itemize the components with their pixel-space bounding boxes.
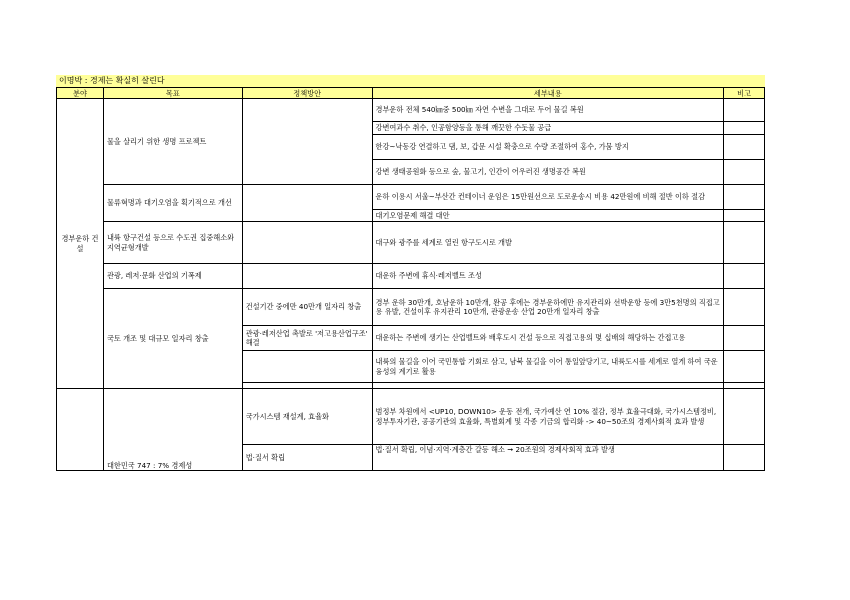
goal-cell: 국토 개조 및 대규모 일자리 창출 bbox=[103, 289, 242, 389]
plan-cell: 법·질서 확립 bbox=[242, 445, 372, 471]
table-row bbox=[57, 389, 765, 445]
table-row bbox=[57, 185, 765, 210]
note-cell bbox=[724, 222, 765, 264]
plan-cell bbox=[242, 99, 372, 185]
detail-cell: 대운하는 주변에 생기는 산업벨트와 배후도시 건설 등으로 직접고용의 몇 십배의 해당하는 간접고용 bbox=[372, 326, 723, 351]
detail-cell: 한강~낙동강 연결하고 댐, 보, 갑문 시설 확충으로 수량 조절하여 홍수, 가뭄 방지 bbox=[372, 135, 723, 160]
plan-cell bbox=[242, 351, 372, 383]
header-row bbox=[57, 88, 765, 99]
goal-cell: 물을 살리기 위한 생명 프로젝트 bbox=[103, 99, 242, 185]
plan-cell: 건설기간 중에만 40만개 일자리 창출 bbox=[242, 289, 372, 326]
plan-cell bbox=[242, 264, 372, 289]
header-note: 비고 bbox=[724, 88, 765, 99]
detail-cell: 대기오염문제 해결 대안 bbox=[372, 210, 723, 222]
note-cell bbox=[724, 445, 765, 471]
plan-cell bbox=[242, 185, 372, 222]
sheet-title: 이명박 : 경제는 확실히 살린다 bbox=[56, 75, 765, 87]
goal-cell: 관광, 레저·문화 산업의 기폭제 bbox=[103, 264, 242, 289]
note-cell bbox=[724, 210, 765, 222]
note-cell bbox=[724, 135, 765, 160]
detail-cell: 범정부 차원에서 <UP10, DOWN10> 운동 전개, 국가예산 연 10% 절감, 정부 효율극대화, 국가시스템정비, 정부투자기관, 공공기관의 효율화, 특별회계 및 각종 기금의 합리화 -> 40~50조의 경제사회적 효과 발생 bbox=[372, 389, 723, 445]
spreadsheet bbox=[56, 75, 765, 500]
goal-cell: 대한민국 747 : 7% 경제성 bbox=[103, 389, 242, 471]
detail-cell: 법·질서 확립, 이념·지역·계층간 갈등 해소 ➞ 20조원의 경제사회적 효과 발생 bbox=[372, 445, 723, 471]
note-cell bbox=[724, 160, 765, 185]
goal-cell: 물류혁명과 대기오염을 획기적으로 개선 bbox=[103, 185, 242, 222]
goal-cell: 내륙 항구건설 등으로 수도권 집중해소와 지역균형개발 bbox=[103, 222, 242, 264]
note-cell bbox=[724, 122, 765, 135]
note-cell bbox=[724, 351, 765, 383]
header-plan: 정책방안 bbox=[242, 88, 372, 99]
detail-cell: 운하 이용시 서울~부산간 컨테이너 운임은 15만원선으로 도로운송시 비용 42만원에 비해 절반 이하 절감 bbox=[372, 185, 723, 210]
header-goal: 목표 bbox=[103, 88, 242, 99]
note-cell bbox=[724, 99, 765, 122]
table-row bbox=[57, 289, 765, 326]
detail-cell: 내륙의 물길을 이어 국민통합 기회로 삼고, 남북 물길을 이어 통일앞당기고, 내륙도시를 세계로 열게 하여 국운융성의 계기로 활용 bbox=[372, 351, 723, 383]
table-row bbox=[57, 222, 765, 264]
note-cell bbox=[724, 389, 765, 445]
area-cell bbox=[57, 389, 104, 471]
table-row bbox=[57, 99, 765, 122]
note-cell bbox=[724, 264, 765, 289]
table-row bbox=[57, 264, 765, 289]
note-cell bbox=[724, 185, 765, 210]
detail-cell: 대구와 광주를 세계로 열린 항구도시로 개발 bbox=[372, 222, 723, 264]
plan-cell: 국가시스템 재설계, 효율화 bbox=[242, 389, 372, 445]
detail-cell: 경부 운하 30만개, 호남운하 10만개, 완공 후에는 경부운하에만 유지관리와 선박운항 등에 3만5천명의 직접고용 유발, 건설이후 유지관리 10만개, 관광운송 산업 20만개 일자리 창출 bbox=[372, 289, 723, 326]
policy-table bbox=[56, 87, 765, 471]
detail-cell: 경부운하 전체 540㎞중 500㎞ 자연 수변을 그대로 두어 물길 복원 bbox=[372, 99, 723, 122]
detail-cell: 강변여과수 취수, 인공함양등을 통해 깨끗한 수돗물 공급 bbox=[372, 122, 723, 135]
note-cell bbox=[724, 289, 765, 326]
detail-cell: 대운하 주변에 휴식·레저벨트 조성 bbox=[372, 264, 723, 289]
plan-cell bbox=[242, 222, 372, 264]
note-cell bbox=[724, 326, 765, 351]
plan-cell: 관광·레저산업 촉발로 '저고용산업구조' 해결 bbox=[242, 326, 372, 351]
detail-cell: 강변 생태공원화 등으로 숲, 물고기, 인간이 어우러진 생명공간 복원 bbox=[372, 160, 723, 185]
header-area: 분야 bbox=[57, 88, 104, 99]
header-detail: 세부내용 bbox=[372, 88, 723, 99]
area-canal: 경부운하 건설 bbox=[57, 99, 104, 389]
